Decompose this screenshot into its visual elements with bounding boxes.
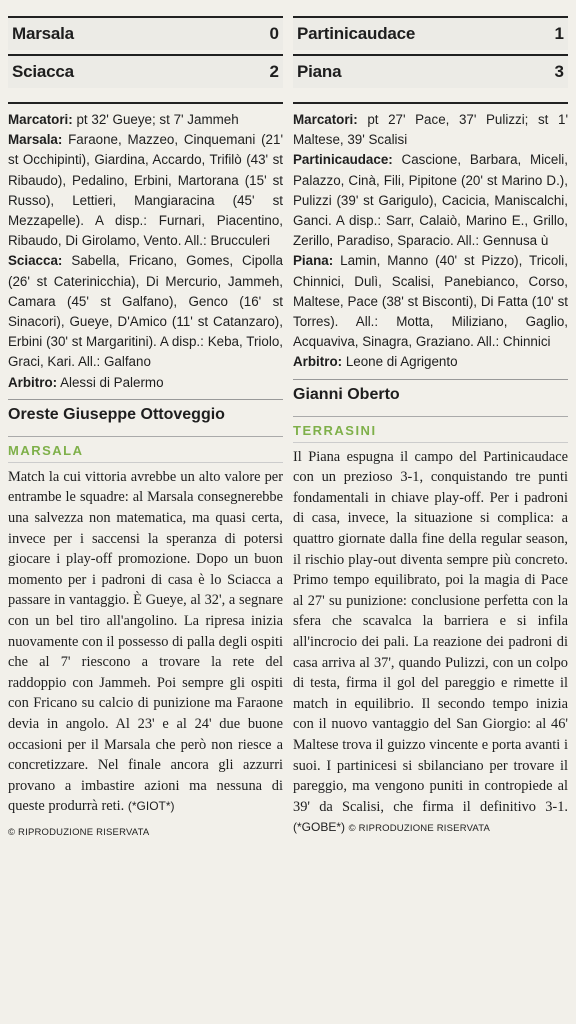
score-row-away [8, 54, 283, 88]
referee-label: Arbitro: [293, 354, 343, 370]
article-column-terrasini [293, 0, 568, 840]
referee-line [8, 373, 283, 393]
match-box [293, 102, 568, 373]
article-body [8, 467, 283, 817]
team-name: Partinicaudace [297, 24, 416, 43]
team-goals: 0 [269, 24, 279, 43]
lineup-home [293, 150, 568, 251]
lineup-home-label: Partinicaudace: [293, 152, 393, 168]
lineup-away-label: Sciacca: [8, 253, 63, 269]
referee-text: Leone di Agrigento [345, 354, 458, 370]
score-row-home [8, 16, 283, 50]
scorers-label: Marcatori: [8, 112, 73, 127]
score-row-away [293, 54, 568, 88]
team-name: Sciacca [12, 62, 74, 81]
article-text: Match la cui vittoria avrebbe un alto valore per entrambe le squadre: al Marsala consegnerebbe una salvezza non matematica, ma quasi certa, invece per i saccensi la speranza di potersi giocare i play-off promozione. Dopo un buon momento per i padroni di casa è lo Sciacca a passare in vantaggio. È Gueye, al 32', a segnare con un bel tiro all'angolino. La ripresa inizia nuovamente con il possesso di palla degli ospiti che al 7' riescono a trovare la rete del raddoppio con Jammeh. Poi sempre gli ospiti con Fricano su calcio di punizione ma Faraone devia in angolo. Al 23' e al 24' due buone occasioni per il Marsala che però non riesce a concretizzare. Nel finale ancora gli azzurri provano a imbastire azioni ma nessuna di queste produrrà reti. [8, 468, 283, 815]
lineup-away-label: Piana: [293, 253, 334, 269]
article-text: Il Piana espugna il campo del Partinicaudace con un prezioso 3-1, conquistando tre punti fondamentali in chiave play-off. Per i padroni di casa, invece, la situazione si complica: a quattro giornate dalla fine della regular season, il rischio play-out diventa sempre più concreto. Primo tempo equilibrato, poi la magia di Pace al 27' su punizione: conclusione perfetta con la sfera che scavalca la barriera e si infila all'incrocio dei pali. La reazione dei padroni di casa arriva al 37', quando Pulizzi, con un colpo di testa, firma il gol del pareggio e rimette il match in equilibrio. Il secondo tempo inizia con il nuovo vantaggio del San Giorgio: al 46' Maltese trova il guizzo vincente e porta avanti i suoi. I partinicesi si sbilanciano per trovare il pareggio, ma vengono puniti in contropiede al 39' da Scalisi, che firma il definitivo 3-1. [293, 448, 568, 815]
lineup-away [293, 251, 568, 352]
scorers-line [293, 110, 568, 150]
lineup-home-text: Cascione, Barbara, Miceli, Palazzo, Cinà, Fili, Pipitone (20' st Marino D.), Pulizzi (39' st Garigulo), Cacicia, Maniscalchi, Ganci. A disp.: Sarr, Calaiò, Marino E., Grillo, Zerillo, Paradiso, Sparacio. All.: Gennusa ù [293, 152, 568, 249]
score-row-home [293, 16, 568, 50]
referee-label: Arbitro: [8, 374, 58, 390]
lineup-away-text: Sabella, Fricano, Gomes, Cipolla (26' st Caterinicchia), Di Mercurio, Jammeh, Camara (45' st Galfano), Genco (16' st Sinacori), Gueye, D'Amico (11' st Catanzaro), Erbini (30' st Margaritini). A disp.: Keba, Triolo, Graci, Kari. All.: Galfano [8, 253, 283, 370]
scorers-line [8, 110, 283, 130]
team-name: Marsala [12, 24, 74, 43]
match-box [8, 102, 283, 393]
copyright-notice: © RIPRODUZIONE RISERVATA [348, 823, 491, 835]
team-goals: 1 [554, 24, 564, 43]
team-name: Piana [297, 62, 342, 81]
referee-line [293, 352, 568, 372]
lineup-away-text: Lamin, Manno (40' st Pizzo), Tricoli, Chinnici, Dulì, Scalisi, Panebianco, Corso, Maltese, Pace (38' st Bisconti), Di Fatta (10' st Torres). All.: Motta, Miliziano, Gaglio, Acquaviva, Sinagra, Graziano. All.: Chinnici [293, 253, 568, 350]
article-signature: (*GOBE*) [293, 820, 346, 835]
dateline-place: TERRASINI [293, 416, 568, 443]
lineup-home-label: Marsala: [8, 132, 63, 148]
team-goals: 2 [269, 62, 279, 81]
lineup-away [8, 251, 283, 372]
lineup-home-text: Faraone, Mazzeo, Cinquemani (21' st Occhipinti), Giardina, Accardo, Trifilò (43' st Ribaudo), Pedalino, Erbini, Martorana (15' st Russo), Lettieri, Mangiaracina (45' st Mezzapelle). A disp.: Furnari, Piacentino, Ribaudo, Di Girolamo, Vento. All.: Brucculeri [8, 132, 283, 249]
article-column-marsala [8, 0, 283, 838]
team-goals: 3 [554, 62, 564, 81]
author-byline: Oreste Giuseppe Ottoveggio [8, 399, 283, 430]
article-body [293, 447, 568, 840]
copyright-notice: © RIPRODUZIONE RISERVATA [8, 826, 150, 838]
author-byline: Gianni Oberto [293, 379, 568, 410]
scorers-label: Marcatori: [293, 112, 358, 127]
dateline-place: MARSALA [8, 436, 283, 463]
article-signature: (*GIOT*) [127, 799, 175, 814]
lineup-home [8, 130, 283, 251]
scorers-text: pt 27' Pace, 37' Pulizzi; st 1' Maltese, 39' Scalisi [293, 112, 568, 148]
referee-text: Alessi di Palermo [60, 374, 164, 390]
scorers-text: pt 32' Gueye; st 7' Jammeh [76, 112, 239, 127]
